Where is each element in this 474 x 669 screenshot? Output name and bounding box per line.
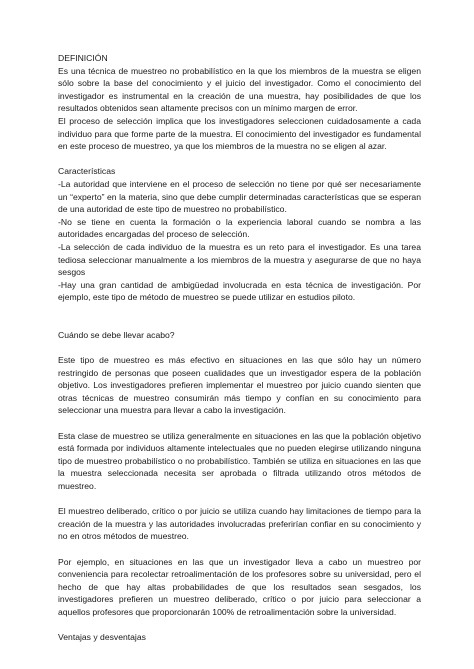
- definition-paragraph-1: Es una técnica de muestreo no probabilístico en la que los miembros de la muestra se eligen sólo sobre la base del conocimiento y el juicio del investigador. Como el conocimiento del investigador es instrumental en la creación de una muestra, hay posibilidades de que los resultados obtenidos sean altamente precisos con un mínimo margen de error.: [58, 65, 421, 114]
- definition-paragraph-2: El proceso de selección implica que los investigadores seleccionen cuidadosamente a cada individuo para que forme parte de la muestra. El conocimiento del investigador es fundamental en este proceso de muestreo, ya que los miembros de la muestra no se eligen al azar.: [58, 115, 421, 152]
- when-paragraph-4: Por ejemplo, en situaciones en las que un investigador lleva a cabo un muestreo por conveniencia para recolectar retroalimentación de los profesores sobre su universidad, pero el hecho de que hay altas probabilidades de que los resultados sean sesgados, los investigadores prefieren un muestreo deliberado, crítico o por juicio para seleccionar a aquellos profesores que proporcionarán 100% de retroalimentación sobre la universidad.: [58, 556, 421, 617]
- characteristic-item: -Hay una gran cantidad de ambigüedad involucrada en esta técnica de investigación. Por ejemplo, este tipo de método de muestreo se puede utilizar en estudios piloto.: [58, 279, 421, 303]
- when-paragraph-3: El muestreo deliberado, crítico o por juicio se utiliza cuando hay limitaciones de tiempo para la creación de la muestra y las autoridades involucradas preferirían confiar en su conocimiento y no en otros métodos de muestreo.: [58, 506, 421, 542]
- characteristics-heading: Características: [58, 166, 116, 177]
- when-paragraph-2: Esta clase de muestreo se utiliza generalmente en situaciones en las que la población objetivo está formada por individuos altamente intelectuales que no pueden elegirse utilizando ninguna tipo de muestreo probabilístico o no probabilístico. También se utiliza en situaciones en las que la muestra seleccionada necesita ser aprobada o filtrada utilizando otros métodos de muestreo.: [58, 430, 421, 491]
- definition-heading: DEFINICIÓN: [58, 53, 108, 63]
- characteristic-item: -No se tiene en cuenta la formación o la experiencia laboral cuando se nombra a las autoridades encargadas del proceso de selección.: [58, 216, 421, 240]
- advantages-heading: Ventajas y desventajas: [58, 632, 146, 643]
- characteristic-item: -La autoridad que interviene en el proceso de selección no tiene por qué ser necesariamente un “experto” en la materia, sino que debe cumplir determinadas características que se esperan de una autoridad de este tipo de muestreo no probabilístico.: [58, 178, 421, 215]
- document-page: [58, 52, 421, 644]
- when-heading: Cuándo se debe llevar acabo?: [58, 329, 175, 340]
- when-paragraph-1: Este tipo de muestreo es más efectivo en situaciones en las que sólo hay un número restringido de personas que poseen cualidades que un investigador espera de la población objetivo. Los investigadores prefieren implementar el muestreo por juicio cuando sienten que otras técnicas de muestreo consumirán más tiempo y confían en su conocimiento para seleccionar una muestra para llevar a cabo la investigación.: [58, 355, 421, 416]
- characteristic-item: -La selección de cada individuo de la muestra es un reto para el investigador. Es una tarea tediosa seleccionar manualmente a los miembros de la muestra y asegurarse de que no haya sesgos: [58, 241, 421, 278]
